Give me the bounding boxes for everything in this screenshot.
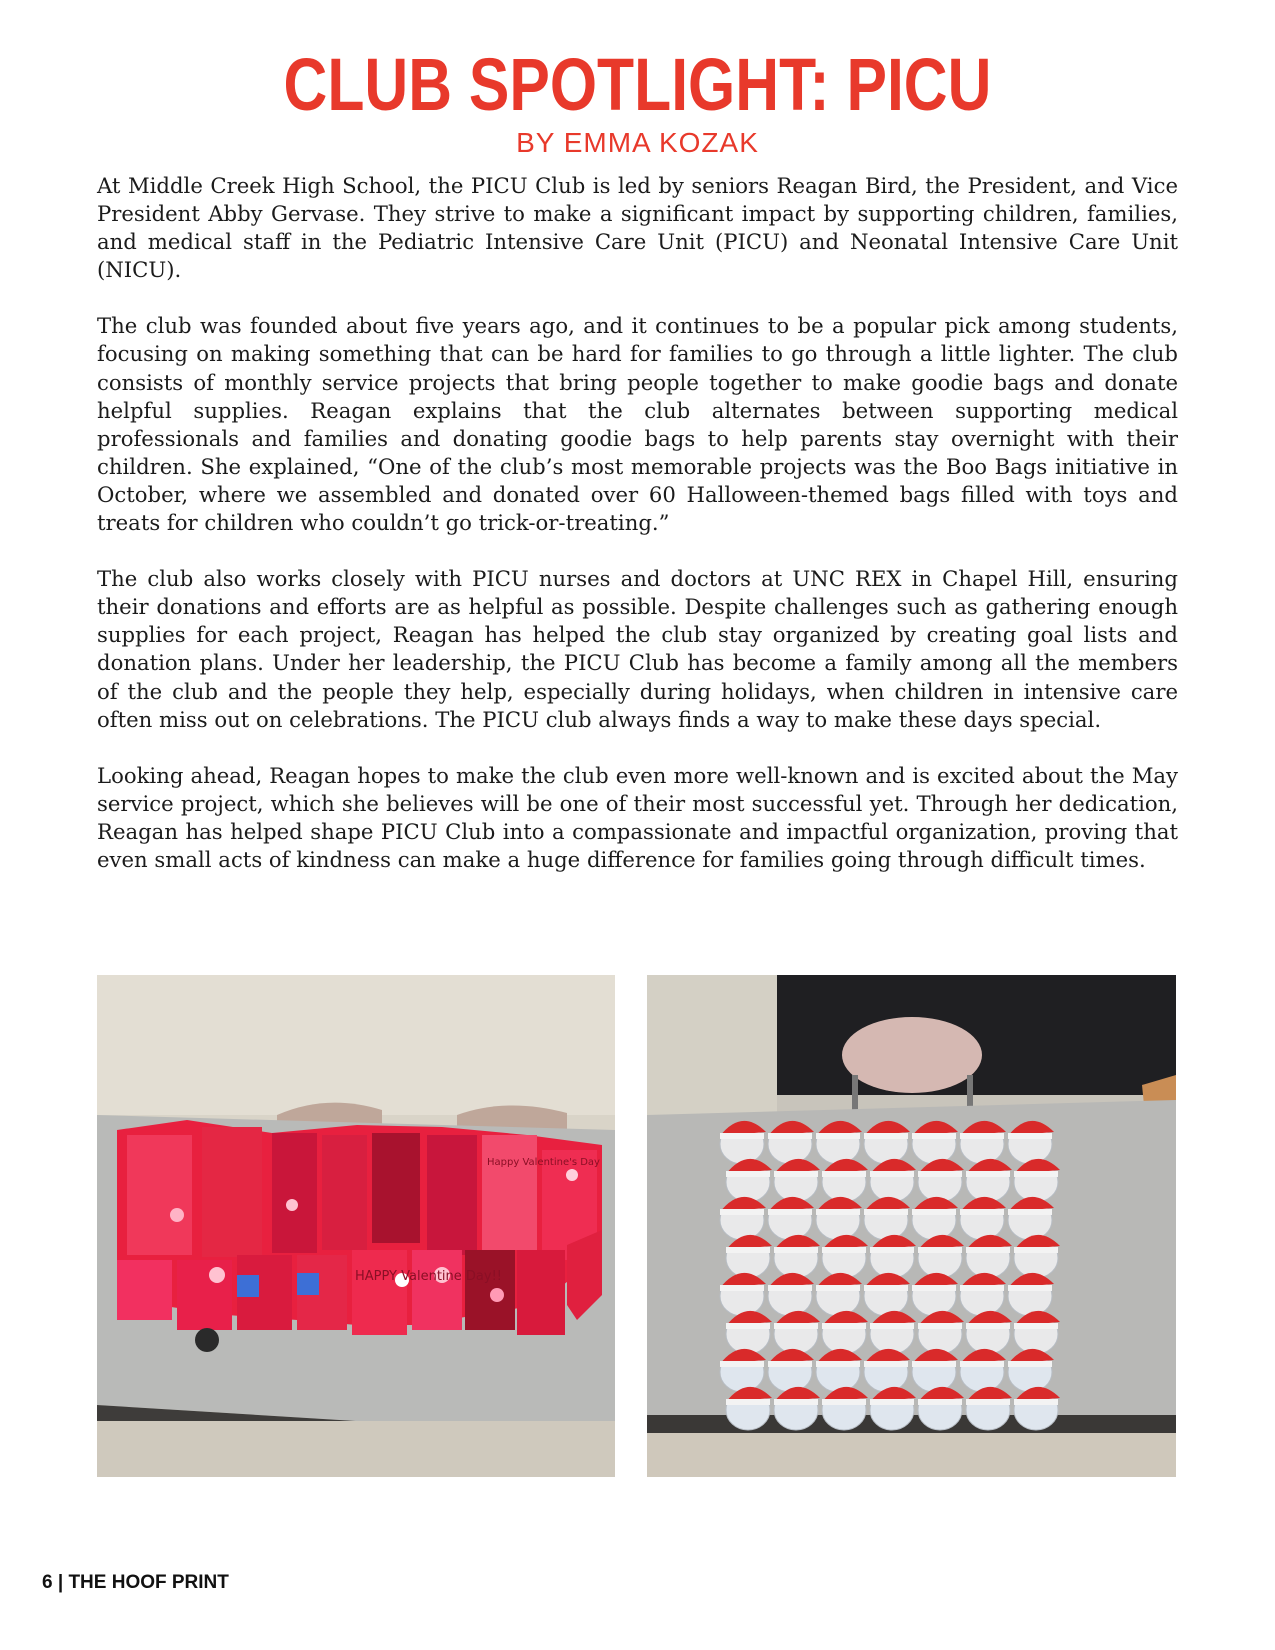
article-body bbox=[97, 172, 1178, 902]
paragraph-3: The club also works closely with PICU nurses and doctors at UNC REX in Chapel Hill, ensuring their donations and efforts are as helpful as possible. Despite challenges such as gathering enough supplies for each project, Reagan has helped the club stay organized by creating goal lists and donation plans. Under her leadership, the PICU Club has become a family among all the members of the club and the people they help, especially during holidays, when children in intensive care often miss out on celebrations. The PICU club always finds a way to make these days special. bbox=[97, 566, 1178, 732]
page-footer: 6 | THE HOOF PRINT bbox=[42, 1572, 229, 1593]
article-byline: BY EMMA KOZAK bbox=[516, 127, 759, 158]
santa-bags-photo bbox=[647, 975, 1176, 1477]
paragraph-1: At Middle Creek High School, the PICU Club is led by seniors Reagan Bird, the President, and Vice President Abby Gervase. They strive to make a significant impact by supporting children, families, and medical staff in the Pediatric Intensive Care Unit (PICU) and Neonatal Intensive Care Unit (NICU). bbox=[97, 173, 1178, 283]
paragraph-4: Looking ahead, Reagan hopes to make the club even more well-known and is excited about the May service project, which she believes will be one of their most successful yet. Through her dedication, Reagan has helped shape PICU Club into a compassionate and impactful organization, proving that even small acts of kindness can make a huge difference for families going through difficult times. bbox=[97, 762, 1178, 872]
card-text-0: Happy Valentine's Day bbox=[487, 1157, 600, 1168]
valentine-cards-photo bbox=[97, 975, 615, 1477]
valentine-cards bbox=[117, 1120, 602, 1335]
paragraph-2: The club was founded about five years ago, and it continues to be a popular pick among students, focusing on making something that can be hard for families to go through a little lighter. The club consists of monthly service projects that bring people together to make goodie bags and donate helpful supplies. Reagan explains that the club alternates between supporting medical professionals and families and donating goodie bags to help parents stay overnight with their children. She explained, “One of the club’s most memorable projects was the Boo Bags initiative in October, where we assembled and donated over 60 Halloween-themed bags filled with toys and treats for children who couldn’t go trick-or-treating.” bbox=[97, 313, 1178, 536]
article-title: CLUB SPOTLIGHT: PICU bbox=[283, 43, 992, 126]
card-text-1: HAPPY Valentine Day!! bbox=[355, 1269, 503, 1284]
